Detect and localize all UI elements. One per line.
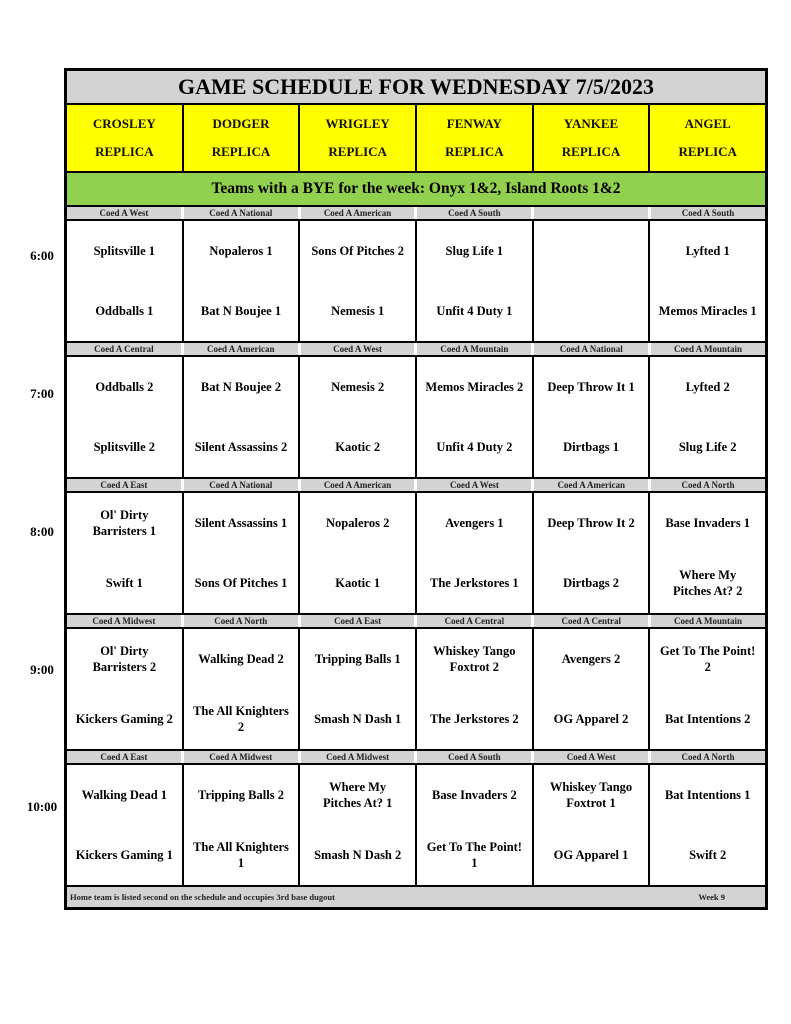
division-label: Coed A North <box>648 479 765 491</box>
away-team: Whiskey Tango Foxtrot 2 <box>433 644 516 674</box>
field-type: REPLICA <box>328 143 387 159</box>
away-team: Tripping Balls 1 <box>314 652 401 666</box>
game-cell <box>415 357 532 477</box>
home-team: Bat Intentions 2 <box>664 712 751 726</box>
away-team: Bat Intentions 1 <box>664 788 751 802</box>
away-team: Where My Pitches At? 1 <box>322 780 393 810</box>
games-row <box>67 765 765 885</box>
field-header-wrigley <box>298 105 415 171</box>
games-row <box>67 493 765 613</box>
game-cell <box>532 493 649 613</box>
schedule-title: GAME SCHEDULE FOR WEDNESDAY 7/5/2023 <box>67 71 765 105</box>
away-team: Base Invaders 1 <box>665 516 751 530</box>
division-label: Coed A East <box>67 479 181 491</box>
home-team-note: Home team is listed second on the schedule and occupies 3rd base dugout <box>70 892 335 902</box>
home-team: The All Knighters 2 <box>193 704 289 734</box>
division-label: Coed A Central <box>67 343 181 355</box>
away-team <box>534 221 649 281</box>
home-team: OG Apparel 1 <box>553 848 629 862</box>
field-name: FENWAY <box>446 116 502 132</box>
away-team: Silent Assassins 1 <box>194 516 288 530</box>
bye-banner: Teams with a BYE for the week: Onyx 1&2, Island Roots 1&2 <box>67 173 765 207</box>
field-header-row <box>67 105 765 173</box>
away-team: Tripping Balls 2 <box>198 788 284 802</box>
division-label: Coed A North <box>648 751 765 763</box>
home-team: Splitsville 2 <box>93 440 156 454</box>
time-slot-block <box>67 751 765 887</box>
field-type: REPLICA <box>445 143 504 159</box>
division-label: Coed A Mountain <box>648 615 765 627</box>
away-team: Splitsville 1 <box>93 244 156 258</box>
week-label: Week 9 <box>698 892 725 902</box>
field-name: WRIGLEY <box>325 116 390 132</box>
time-slot-blocks <box>67 207 765 887</box>
game-cell <box>67 629 182 749</box>
division-label: Coed A West <box>414 479 531 491</box>
game-cell <box>648 765 765 885</box>
home-team: Sons Of Pitches 1 <box>194 576 288 590</box>
field-header-fenway <box>415 105 532 171</box>
division-label: Coed A Central <box>414 615 531 627</box>
game-cell <box>648 629 765 749</box>
away-team: Lyfted 2 <box>685 380 730 394</box>
away-team: Sons Of Pitches 2 <box>311 244 405 258</box>
division-label: Coed A Central <box>531 615 648 627</box>
game-cell <box>648 221 765 341</box>
home-team: The All Knighters 1 <box>193 840 289 870</box>
division-row <box>67 479 765 493</box>
game-cell <box>67 493 182 613</box>
field-type: REPLICA <box>678 143 737 159</box>
division-label: Coed A American <box>181 343 298 355</box>
games-row <box>67 221 765 341</box>
game-cell <box>182 357 299 477</box>
division-label: Coed A American <box>298 207 415 219</box>
schedule-footer <box>67 887 765 907</box>
field-header-yankee <box>532 105 649 171</box>
home-team: Dirtbags 2 <box>563 576 619 590</box>
game-cell <box>67 357 182 477</box>
game-cell <box>67 765 182 885</box>
division-label: Coed A South <box>648 207 765 219</box>
time-label: 8:00 <box>30 524 54 539</box>
division-label: Coed A East <box>298 615 415 627</box>
division-label: Coed A North <box>181 615 298 627</box>
home-team: The Jerkstores 1 <box>430 576 519 590</box>
away-team: Lyfted 1 <box>685 244 730 258</box>
game-cell <box>415 493 532 613</box>
home-team: Oddballs 1 <box>95 304 154 318</box>
game-cell <box>298 629 415 749</box>
division-label: Coed A American <box>531 479 648 491</box>
home-team: Memos Miracles 1 <box>658 304 757 318</box>
division-row <box>67 615 765 629</box>
division-row <box>67 343 765 357</box>
time-slot-block <box>67 207 765 343</box>
away-team: Get To The Point! 2 <box>660 644 756 674</box>
division-label: Coed A Midwest <box>67 615 181 627</box>
game-cell <box>532 765 649 885</box>
field-name: ANGEL <box>684 116 731 132</box>
game-cell <box>532 629 649 749</box>
away-team: Oddballs 2 <box>95 380 154 394</box>
home-team: Unfit 4 Duty 2 <box>436 440 513 454</box>
away-team: Bat N Boujee 2 <box>200 380 282 394</box>
away-team: Ol' Dirty Barristers 1 <box>92 508 157 538</box>
division-label: Coed A American <box>298 479 415 491</box>
time-slot-block <box>67 343 765 479</box>
field-type: REPLICA <box>211 143 271 159</box>
field-name: YANKEE <box>563 116 619 132</box>
away-team: Deep Throw It 1 <box>547 380 635 394</box>
home-team: Nemesis 1 <box>331 304 385 318</box>
field-header-crosley <box>67 105 182 171</box>
away-team: Nopaleros 1 <box>209 244 273 258</box>
away-team: Base Invaders 2 <box>431 788 517 802</box>
field-name: CROSLEY <box>92 116 156 132</box>
away-team: Whiskey Tango Foxtrot 1 <box>549 780 633 810</box>
division-label: Coed A South <box>414 207 531 219</box>
schedule-table <box>64 68 768 910</box>
game-cell <box>415 765 532 885</box>
game-cell <box>298 493 415 613</box>
home-team: Get To The Point! 1 <box>426 840 522 870</box>
home-team: Smash N Dash 1 <box>314 712 402 726</box>
game-cell <box>298 357 415 477</box>
home-team: Swift 2 <box>689 848 727 862</box>
away-team: Walking Dead 1 <box>81 788 168 802</box>
division-label: Coed A West <box>531 751 648 763</box>
game-cell <box>67 221 182 341</box>
time-slot-block <box>67 615 765 751</box>
game-cell <box>182 765 299 885</box>
division-label <box>531 207 648 219</box>
time-label: 7:00 <box>30 386 54 401</box>
game-cell <box>415 629 532 749</box>
games-row <box>67 357 765 477</box>
home-team: Slug Life 2 <box>678 440 737 454</box>
division-label: Coed A West <box>298 343 415 355</box>
division-label: Coed A National <box>531 343 648 355</box>
home-team: Dirtbags 1 <box>563 440 619 454</box>
division-row <box>67 751 765 765</box>
game-cell <box>532 357 649 477</box>
division-label: Coed A West <box>67 207 181 219</box>
game-cell <box>182 221 299 341</box>
home-team: Swift 1 <box>105 576 143 590</box>
division-label: Coed A Midwest <box>298 751 415 763</box>
field-type: REPLICA <box>561 143 621 159</box>
division-label: Coed A National <box>181 479 298 491</box>
games-row <box>67 629 765 749</box>
game-cell <box>648 493 765 613</box>
away-team: Nemesis 2 <box>331 380 385 394</box>
division-label: Coed A National <box>181 207 298 219</box>
home-team: Bat N Boujee 1 <box>200 304 282 318</box>
game-cell <box>415 221 532 341</box>
away-team: Walking Dead 2 <box>198 652 284 666</box>
home-team: Kaotic 2 <box>335 440 381 454</box>
away-team: Deep Throw It 2 <box>547 516 635 530</box>
away-team: Avengers 1 <box>445 516 504 530</box>
away-team: Memos Miracles 2 <box>425 380 524 394</box>
division-label: Coed A South <box>414 751 531 763</box>
home-team: Silent Assassins 2 <box>194 440 288 454</box>
game-cell <box>298 221 415 341</box>
division-label: Coed A Mountain <box>648 343 765 355</box>
away-team: Avengers 2 <box>561 652 621 666</box>
home-team: Smash N Dash 2 <box>314 848 402 862</box>
game-cell <box>182 493 299 613</box>
home-team: Kickers Gaming 2 <box>75 712 173 726</box>
division-label: Coed A East <box>67 751 181 763</box>
home-team: The Jerkstores 2 <box>430 712 519 726</box>
field-header-dodger <box>182 105 299 171</box>
field-header-angel <box>648 105 765 171</box>
game-cell <box>182 629 299 749</box>
game-cell <box>532 221 649 341</box>
time-label: 6:00 <box>30 248 54 263</box>
game-cell <box>648 357 765 477</box>
field-type: REPLICA <box>95 143 154 159</box>
away-team: Nopaleros 2 <box>326 516 390 530</box>
division-label: Coed A Mountain <box>414 343 531 355</box>
game-cell <box>298 765 415 885</box>
home-team: OG Apparel 2 <box>553 712 629 726</box>
division-label: Coed A Midwest <box>181 751 298 763</box>
home-team: Kaotic 1 <box>335 576 381 590</box>
division-row <box>67 207 765 221</box>
time-label: 10:00 <box>26 799 58 814</box>
field-name: DODGER <box>212 116 270 132</box>
away-team: Slug Life 1 <box>445 244 504 258</box>
home-team: Unfit 4 Duty 1 <box>436 304 513 318</box>
home-team: Kickers Gaming 1 <box>75 848 173 862</box>
away-team: Ol' Dirty Barristers 2 <box>92 644 157 674</box>
home-team: Where My Pitches At? 2 <box>672 568 743 598</box>
time-label: 9:00 <box>30 662 54 677</box>
time-slot-block <box>67 479 765 615</box>
home-team <box>534 281 649 341</box>
